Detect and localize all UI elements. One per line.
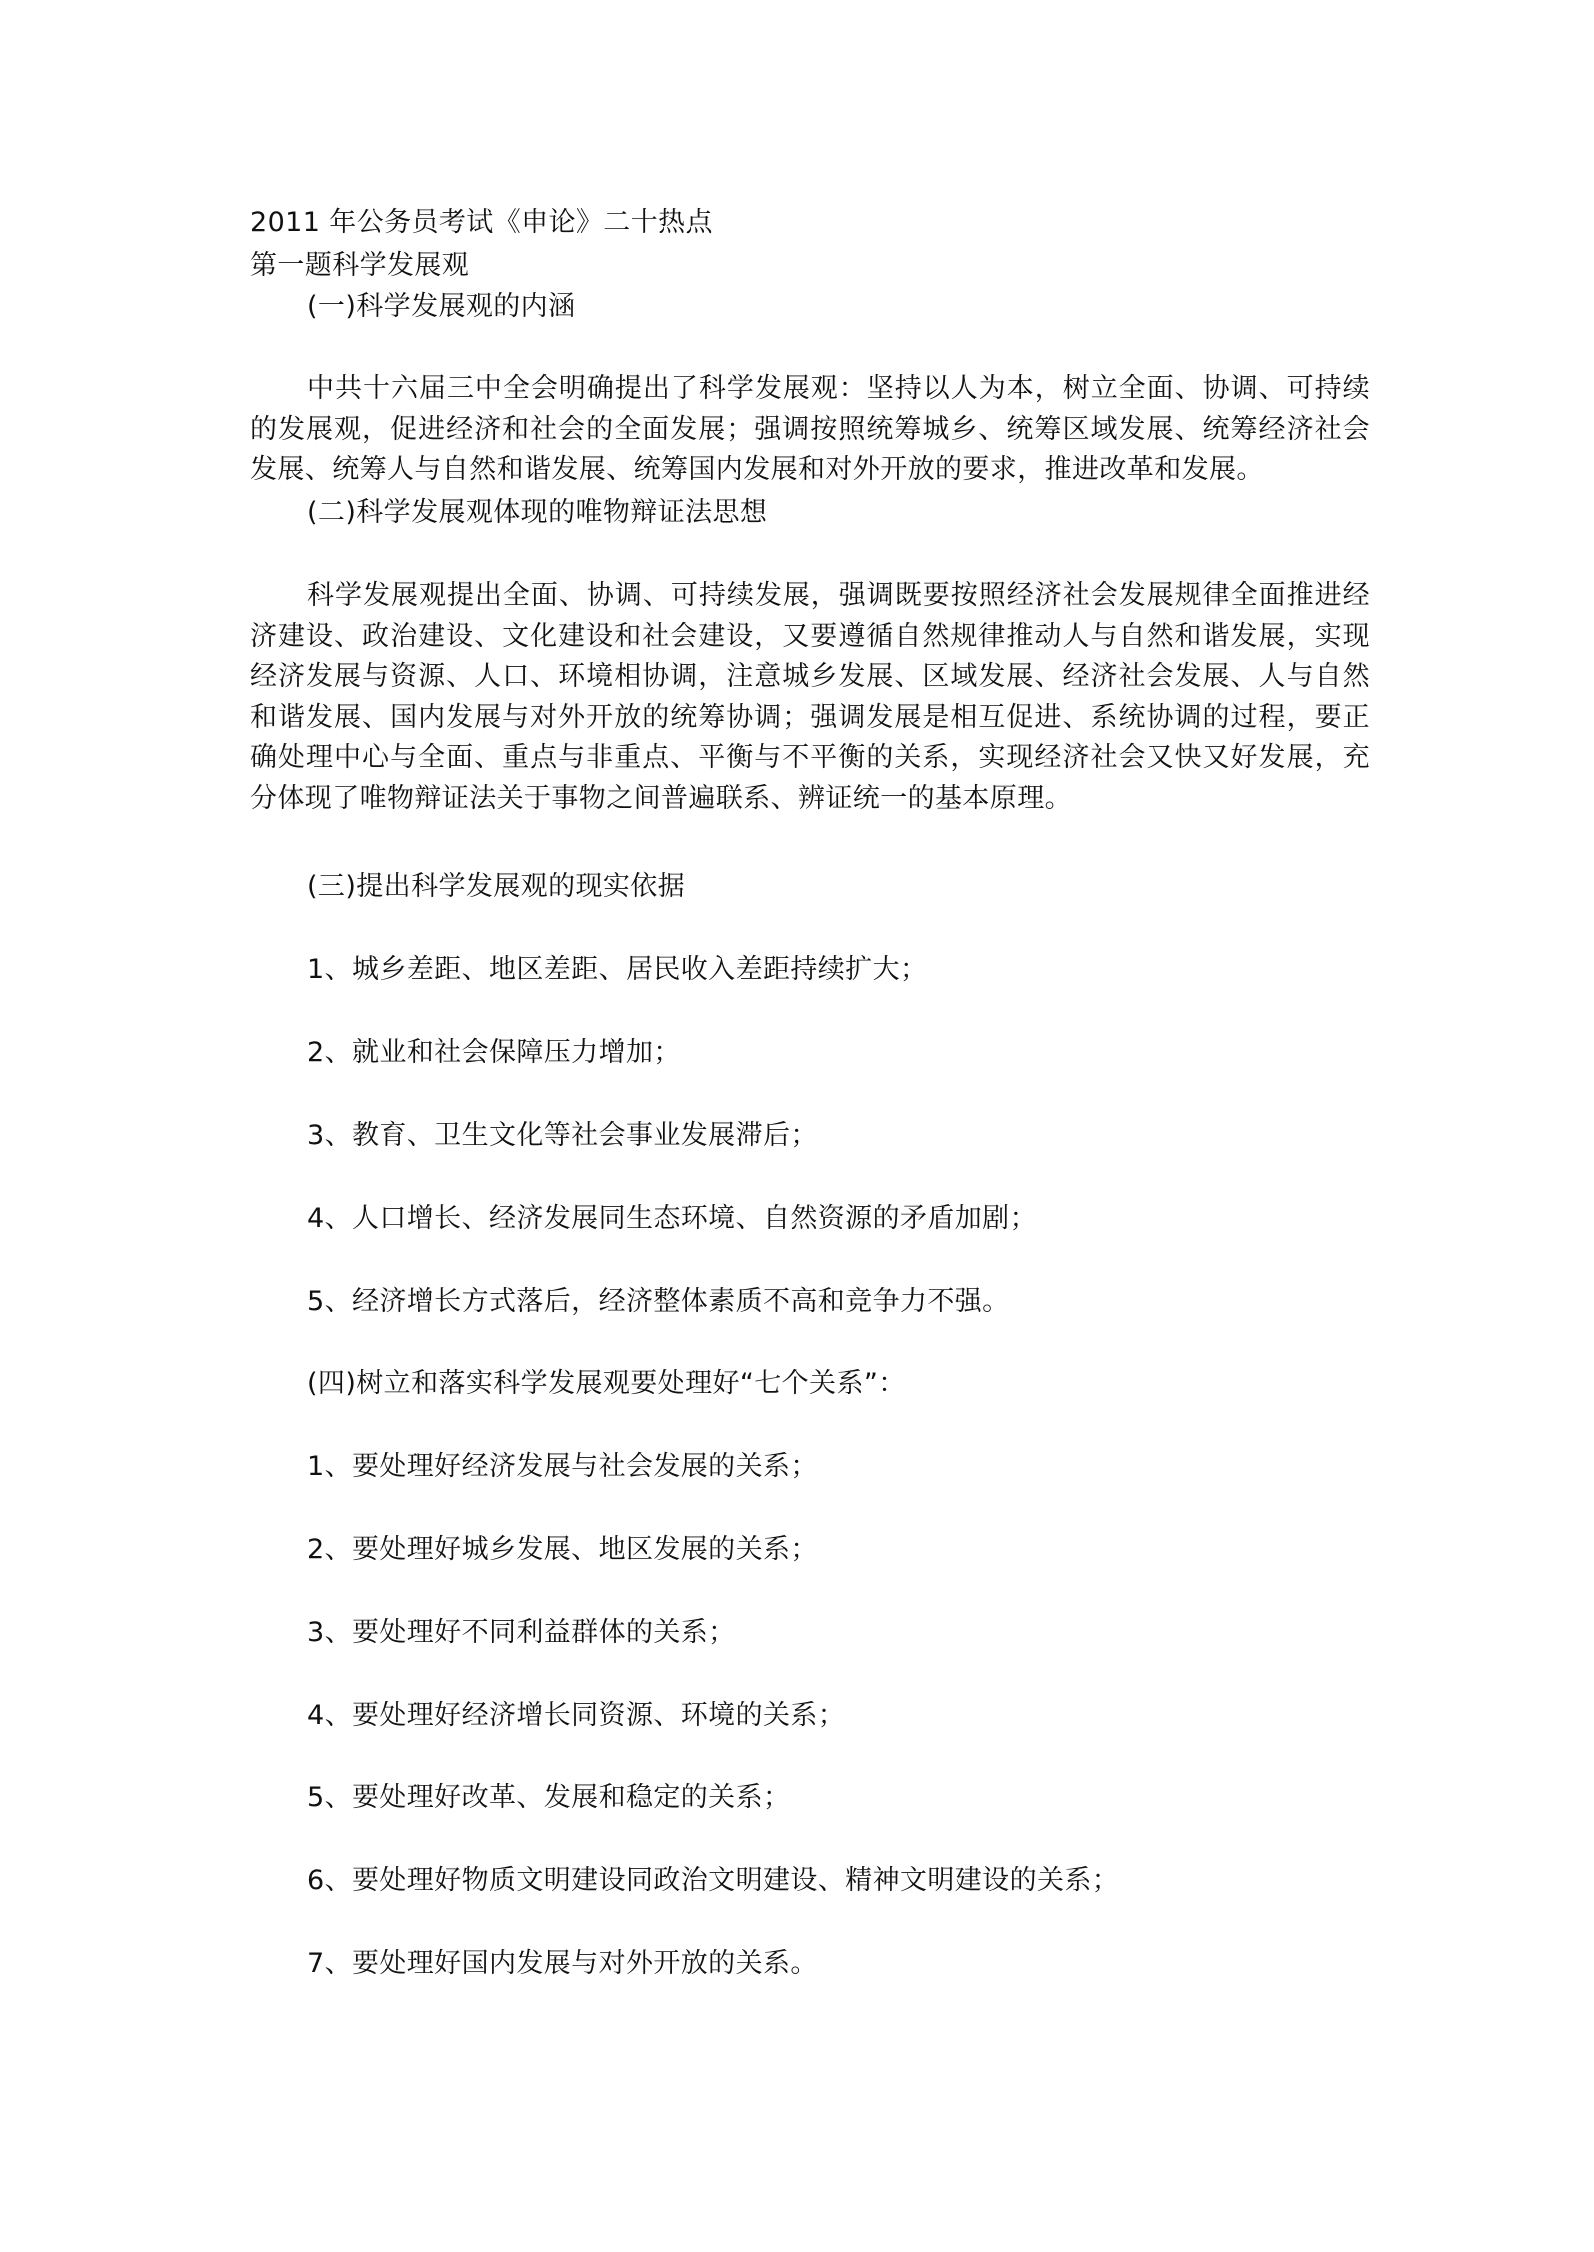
section-heading-2: (二)科学发展观体现的唯物辩证法思想 — [307, 497, 768, 528]
list-item: 3、要处理好不同利益群体的关系； — [307, 1617, 736, 1648]
section-heading-4: (四)树立和落实科学发展观要处理好“七个关系”： — [307, 1368, 906, 1399]
section-heading-3: (三)提出科学发展观的现实依据 — [307, 871, 686, 902]
list-item: 3、教育、卫生文化等社会事业发展滞后； — [307, 1120, 818, 1151]
section-body-1: 中共十六届三中全会明确提出了科学发展观：坚持以人为本，树立全面、协调、可持续的发展观，促进经济和社会的全面发展；强调按照统筹城乡、统筹区域发展、统筹经济社会发展、统筹人与自然和谐发展、统筹国内发展和对外开放的要求，推进改革和发展。 — [250, 373, 1370, 485]
section-heading-1: (一)科学发展观的内涵 — [307, 291, 576, 322]
list-item: 1、要处理好经济发展与社会发展的关系； — [307, 1451, 818, 1482]
chapter-heading: 第一题科学发展观 — [250, 250, 470, 281]
list-item: 1、城乡差距、地区差距、居民收入差距持续扩大； — [307, 954, 928, 985]
list-item: 4、要处理好经济增长同资源、环境的关系； — [307, 1700, 846, 1731]
list-item: 2、要处理好城乡发展、地区发展的关系； — [307, 1534, 818, 1565]
list-item: 7、要处理好国内发展与对外开放的关系。 — [307, 1948, 818, 1979]
list-item: 5、要处理好改革、发展和稳定的关系； — [307, 1782, 791, 1813]
list-item: 4、人口增长、经济发展同生态环境、自然资源的矛盾加剧； — [307, 1203, 1037, 1234]
section-body-2: 科学发展观提出全面、协调、可持续发展，强调既要按照经济社会发展规律全面推进经济建设、政治建设、文化建设和社会建设，又要遵循自然规律推动人与自然和谐发展，实现经济发展与资源、人口、环境相协调，注意城乡发展、区域发展、经济社会发展、人与自然和谐发展、国内发展与对外开放的统筹协调；强调发展是相互促进、系统协调的过程，要正确处理中心与全面、重点与非重点、平衡与不平衡的关系，实现经济社会又快又好发展，充分体现了唯物辩证法关于事物之间普遍联系、辨证统一的基本原理。 — [250, 580, 1370, 814]
list-item: 6、要处理好物质文明建设同政治文明建设、精神文明建设的关系； — [307, 1865, 1120, 1896]
list-item: 2、就业和社会保障压力增加； — [307, 1037, 681, 1068]
list-item: 5、经济增长方式落后，经济整体素质不高和竞争力不强。 — [307, 1286, 1010, 1317]
document-title: 2011 年公务员考试《申论》二十热点 — [250, 207, 713, 238]
